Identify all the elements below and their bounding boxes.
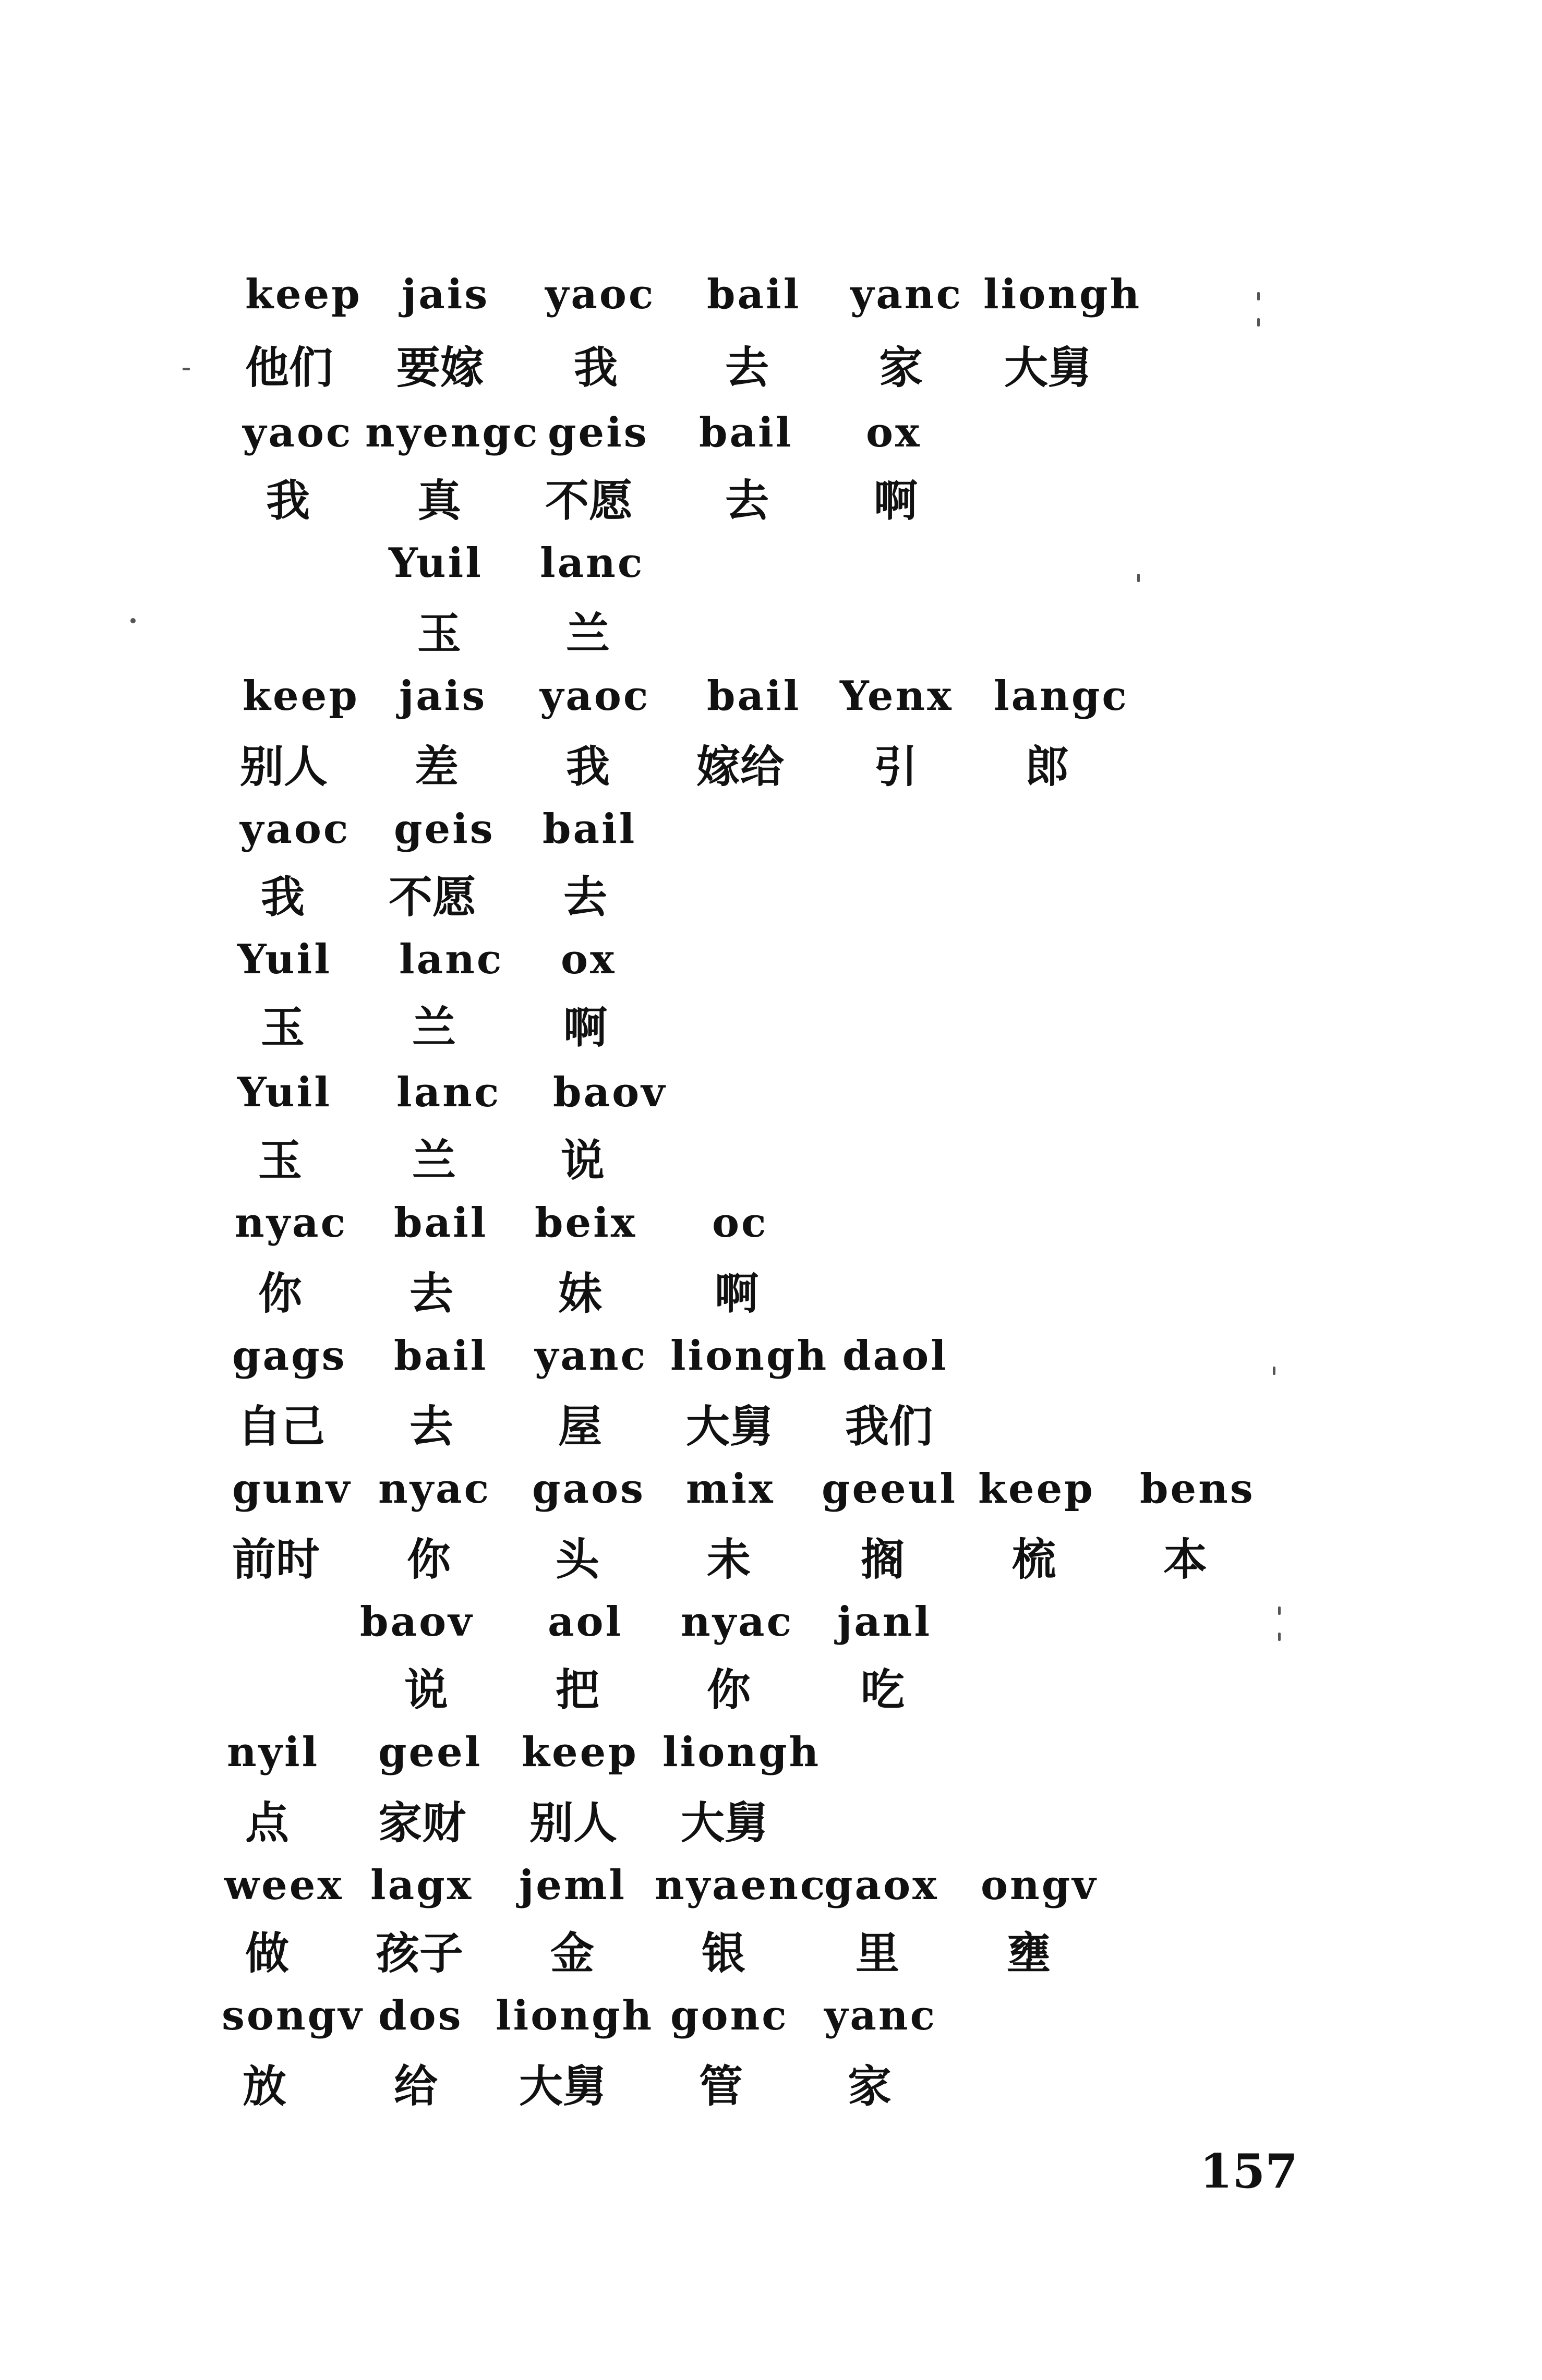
chinese-gloss: 去 [725, 475, 769, 526]
chinese-gloss: 我 [566, 741, 610, 792]
text-line [0, 1724, 1542, 1792]
text-line [0, 868, 1542, 936]
chinese-gloss: 他们 [245, 342, 333, 393]
chinese-gloss: 别人 [529, 1797, 618, 1849]
chinese-gloss: 你 [258, 1268, 303, 1319]
scan-mark [1257, 292, 1260, 300]
chinese-gloss: 不愿 [389, 872, 477, 923]
romanized-word: langc [994, 672, 1129, 720]
romanized-word: bail [543, 805, 637, 853]
chinese-gloss: 引 [874, 741, 918, 792]
chinese-gloss: 去 [725, 342, 769, 393]
romanized-word: yanc [850, 271, 963, 318]
text-line [0, 339, 1542, 407]
chinese-gloss: 把 [556, 1664, 600, 1715]
romanized-word: nyil [227, 1729, 320, 1776]
romanized-word: dos [378, 1992, 463, 2039]
chinese-gloss: 去 [563, 872, 608, 923]
chinese-gloss: 头 [556, 1534, 600, 1585]
text-line [0, 668, 1542, 735]
chinese-gloss: 自己 [237, 1401, 326, 1452]
romanized-word: oc [712, 1199, 768, 1247]
text-line [0, 2058, 1542, 2125]
romanized-word: gags [232, 1332, 347, 1380]
romanized-word: geis [548, 409, 649, 456]
chinese-gloss: 大舅 [681, 1797, 769, 1849]
chinese-gloss: 点 [245, 1797, 290, 1849]
romanized-word: lanc [540, 539, 645, 587]
chinese-gloss: 要嫁 [396, 342, 485, 393]
chinese-gloss: 给 [394, 2061, 438, 2112]
chinese-gloss: 家 [848, 2061, 892, 2112]
romanized-word: Yenx [840, 672, 954, 720]
chinese-gloss: 吃 [861, 1664, 905, 1715]
romanized-word: jais [402, 271, 490, 318]
romanized-word: gonc [670, 1992, 789, 2039]
text-line [0, 1925, 1542, 1992]
romanized-word: geis [394, 805, 495, 853]
romanized-word: keep [243, 672, 359, 720]
romanized-word: bens [1140, 1465, 1255, 1513]
chinese-gloss: 管 [699, 2061, 743, 2112]
scan-mark [1257, 318, 1260, 327]
romanized-word: ongv [981, 1862, 1098, 1909]
chinese-gloss: 我 [574, 342, 618, 393]
romanized-word: bail [394, 1199, 488, 1247]
chinese-gloss: 兰 [412, 1135, 456, 1186]
romanized-word: liongh [496, 1992, 654, 2039]
romanized-word: bail [707, 271, 801, 318]
text-line [0, 605, 1542, 673]
chinese-gloss: 妹 [558, 1268, 603, 1319]
chinese-gloss: 大舅 [1004, 342, 1092, 393]
romanized-word: nyengc [365, 409, 540, 456]
chinese-gloss: 不愿 [545, 475, 633, 526]
romanized-word: songv [222, 1992, 364, 2039]
chinese-gloss: 我 [266, 475, 310, 526]
romanized-word: keep [245, 271, 362, 318]
text-line [0, 1987, 1542, 2055]
romanized-word: aol [548, 1598, 623, 1646]
romanized-word: janl [837, 1598, 932, 1646]
chinese-gloss: 说 [404, 1664, 449, 1715]
text-line [0, 999, 1542, 1067]
romanized-word: yaoc [240, 805, 351, 853]
scan-mark [183, 368, 190, 370]
romanized-word: keep [978, 1465, 1095, 1513]
text-line [0, 801, 1542, 868]
romanized-word: keep [522, 1729, 639, 1776]
text-line [0, 1794, 1542, 1862]
chinese-gloss: 前时 [232, 1534, 320, 1585]
scan-mark [1273, 1367, 1275, 1375]
romanized-word: bail [394, 1332, 488, 1380]
chinese-gloss: 啊 [563, 1002, 608, 1053]
text-line [0, 1531, 1542, 1599]
romanized-word: bail [707, 672, 801, 720]
chinese-gloss: 孩子 [376, 1928, 464, 1979]
romanized-word: mix [686, 1465, 775, 1513]
romanized-word: geeul [822, 1465, 958, 1513]
text-line [0, 1265, 1542, 1333]
text-line [0, 404, 1542, 472]
romanized-word: weex [224, 1862, 344, 1909]
chinese-gloss: 别人 [240, 741, 328, 792]
romanized-word: Yuil [389, 539, 483, 587]
chinese-gloss: 兰 [566, 608, 610, 659]
romanized-word: gaos [532, 1465, 646, 1513]
text-line [0, 1064, 1542, 1132]
page-number: 157 [1200, 2144, 1298, 2199]
romanized-word: jais [399, 672, 487, 720]
chinese-gloss: 放 [243, 2061, 287, 2112]
romanized-word: nyac [235, 1199, 348, 1247]
chinese-gloss: 大舅 [519, 2061, 607, 2112]
text-line [0, 535, 1542, 602]
chinese-gloss: 我们 [845, 1401, 933, 1452]
text-line [0, 1194, 1542, 1262]
romanized-word: gaox [824, 1862, 939, 1909]
chinese-gloss: 里 [856, 1928, 900, 1979]
chinese-gloss: 真 [417, 475, 462, 526]
romanized-word: nyac [681, 1598, 794, 1646]
text-line [0, 931, 1542, 999]
text-line [0, 1327, 1542, 1395]
chinese-gloss: 啊 [874, 475, 918, 526]
chinese-gloss: 兰 [412, 1002, 456, 1053]
chinese-gloss: 嫁给 [696, 741, 785, 792]
romanized-word: ox [561, 936, 617, 983]
romanized-word: liongh [983, 271, 1142, 318]
scan-mark [1278, 1633, 1281, 1641]
chinese-gloss: 大舅 [686, 1401, 774, 1452]
chinese-gloss: 玉 [258, 1135, 303, 1186]
romanized-word: daol [842, 1332, 948, 1380]
text-line [0, 266, 1542, 334]
romanized-word: yaoc [243, 409, 353, 456]
chinese-gloss: 未 [707, 1534, 751, 1585]
chinese-gloss: 本 [1163, 1534, 1208, 1585]
text-line [0, 1857, 1542, 1925]
chinese-gloss: 壅 [1007, 1928, 1051, 1979]
chinese-gloss: 搁 [861, 1534, 905, 1585]
chinese-gloss: 玉 [417, 608, 462, 659]
text-line [0, 1460, 1542, 1528]
romanized-word: yaoc [540, 672, 650, 720]
romanized-word: gunv [232, 1465, 352, 1513]
romanized-word: yanc [535, 1332, 648, 1380]
scan-mark [1137, 574, 1140, 582]
romanized-word: jeml [519, 1862, 627, 1909]
romanized-word: lagx [370, 1862, 474, 1909]
romanized-word: lanc [396, 1069, 501, 1116]
romanized-word: geel [378, 1729, 483, 1776]
chinese-gloss: 家财 [378, 1797, 466, 1849]
chinese-gloss: 梳 [1012, 1534, 1056, 1585]
chinese-gloss: 屋 [558, 1401, 603, 1452]
chinese-gloss: 家 [879, 342, 923, 393]
text-line [0, 738, 1542, 806]
chinese-gloss: 我 [261, 872, 305, 923]
romanized-word: nyaenc [655, 1862, 827, 1909]
chinese-gloss: 做 [245, 1928, 290, 1979]
chinese-gloss: 银 [702, 1928, 746, 1979]
text-line [0, 1593, 1542, 1661]
scan-mark [130, 618, 136, 623]
romanized-word: ox [866, 409, 922, 456]
romanized-word: Yuil [237, 936, 332, 983]
chinese-gloss: 你 [407, 1534, 451, 1585]
text-line [0, 1398, 1542, 1466]
romanized-word: liongh [662, 1729, 821, 1776]
chinese-gloss: 去 [409, 1268, 454, 1319]
chinese-gloss: 啊 [715, 1268, 759, 1319]
romanized-word: yaoc [545, 271, 656, 318]
romanized-word: yanc [824, 1992, 937, 2039]
romanized-word: beix [535, 1199, 637, 1247]
romanized-word: liongh [670, 1332, 829, 1380]
romanized-word: nyac [378, 1465, 491, 1513]
romanized-word: Yuil [237, 1069, 332, 1116]
chinese-gloss: 玉 [261, 1002, 305, 1053]
text-line [0, 1661, 1542, 1729]
chinese-gloss: 差 [415, 741, 459, 792]
chinese-gloss: 你 [707, 1664, 751, 1715]
chinese-gloss: 郎 [1025, 741, 1069, 792]
romanized-word: bail [699, 409, 793, 456]
chinese-gloss: 说 [561, 1135, 605, 1186]
romanized-word: lanc [399, 936, 504, 983]
romanized-word: baov [553, 1069, 667, 1116]
scan-mark [1278, 1606, 1281, 1615]
chinese-gloss: 金 [550, 1928, 595, 1979]
romanized-word: baov [360, 1598, 474, 1646]
text-line [0, 472, 1542, 540]
text-line [0, 1132, 1542, 1200]
chinese-gloss: 去 [409, 1401, 454, 1452]
